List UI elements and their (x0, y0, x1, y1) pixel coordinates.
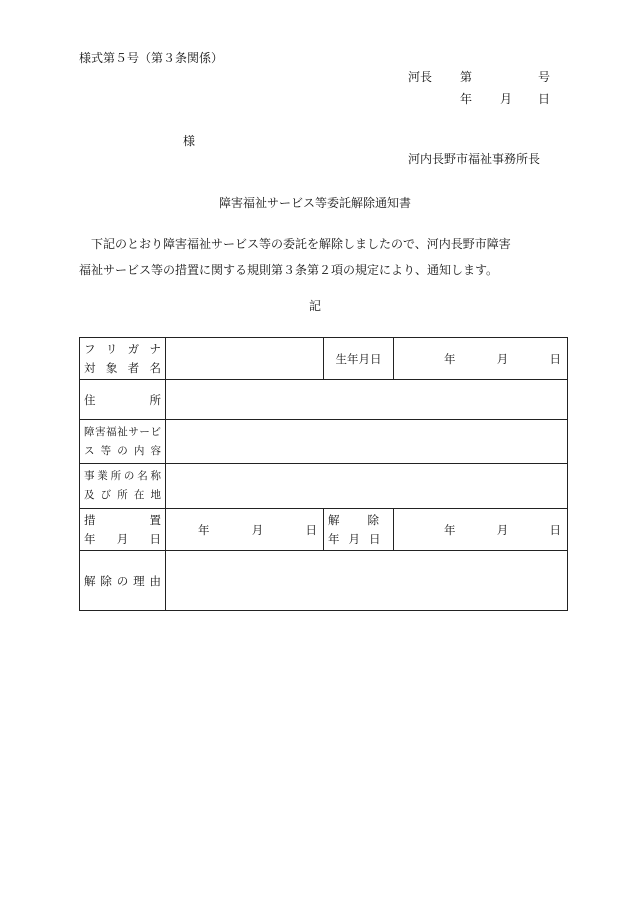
notice-table (79, 337, 568, 611)
label-service: 障 害 福 祉 サ ー ビ ス 等 の 内 容 (80, 420, 166, 464)
ki-heading: 記 (308, 299, 321, 313)
label-address: 住 所 (80, 380, 166, 420)
body-line-1: 下記のとおり障害福祉サービス等の委託を解除しましたので、河内長野市障害 (79, 237, 511, 251)
field-reason[interactable] (166, 551, 568, 611)
label-office: 事 業 所 の 名 称 及 び 所 在 地 (80, 464, 166, 509)
field-cancel-date[interactable] (394, 509, 568, 551)
row-dates (80, 509, 568, 551)
row-target (80, 338, 568, 380)
label-name: 対 象 者 名 (84, 360, 161, 375)
addressee-suffix: 様 (183, 134, 196, 148)
body-text (79, 231, 559, 283)
field-birthdate[interactable] (394, 338, 568, 380)
label-birthdate: 生年月日 (324, 338, 394, 380)
label-measure-date: 措 置 年 月 日 (80, 509, 166, 551)
label-reason: 解 除 の 理 由 (80, 551, 166, 611)
ref-dai: 第 (460, 70, 473, 84)
row-address (80, 380, 568, 420)
form-number: 様式第５号（第３条関係） (79, 51, 224, 65)
row-service (80, 420, 568, 464)
row-reason (80, 551, 568, 611)
issuer: 河内長野市福祉事務所長 (408, 152, 541, 166)
label-furigana: フ リ ガ ナ (84, 341, 161, 356)
date-day: 日 (538, 92, 551, 106)
ref-go: 号 (538, 70, 551, 84)
date-month: 月 (500, 92, 513, 106)
label-target-name (80, 338, 166, 380)
field-service[interactable] (166, 420, 568, 464)
field-address[interactable] (166, 380, 568, 420)
field-target-name[interactable] (166, 338, 324, 380)
ref-prefix: 河長 (408, 70, 433, 84)
date-year: 年 (460, 92, 473, 106)
field-measure-date[interactable] (166, 509, 324, 551)
row-office (80, 464, 568, 509)
label-cancel-date: 解 除 年 月 日 (324, 509, 394, 551)
field-office[interactable] (166, 464, 568, 509)
body-line-2: 福祉サービス等の措置に関する規則第３条第２項の規定により、通知します。 (79, 263, 499, 277)
measure-date-parts: 年 月 日 (198, 522, 317, 537)
birthdate-parts: 年 月 日 (444, 351, 561, 366)
document-title: 障害福祉サービス等委託解除通知書 (218, 196, 411, 210)
cancel-date-parts: 年 月 日 (444, 522, 561, 537)
